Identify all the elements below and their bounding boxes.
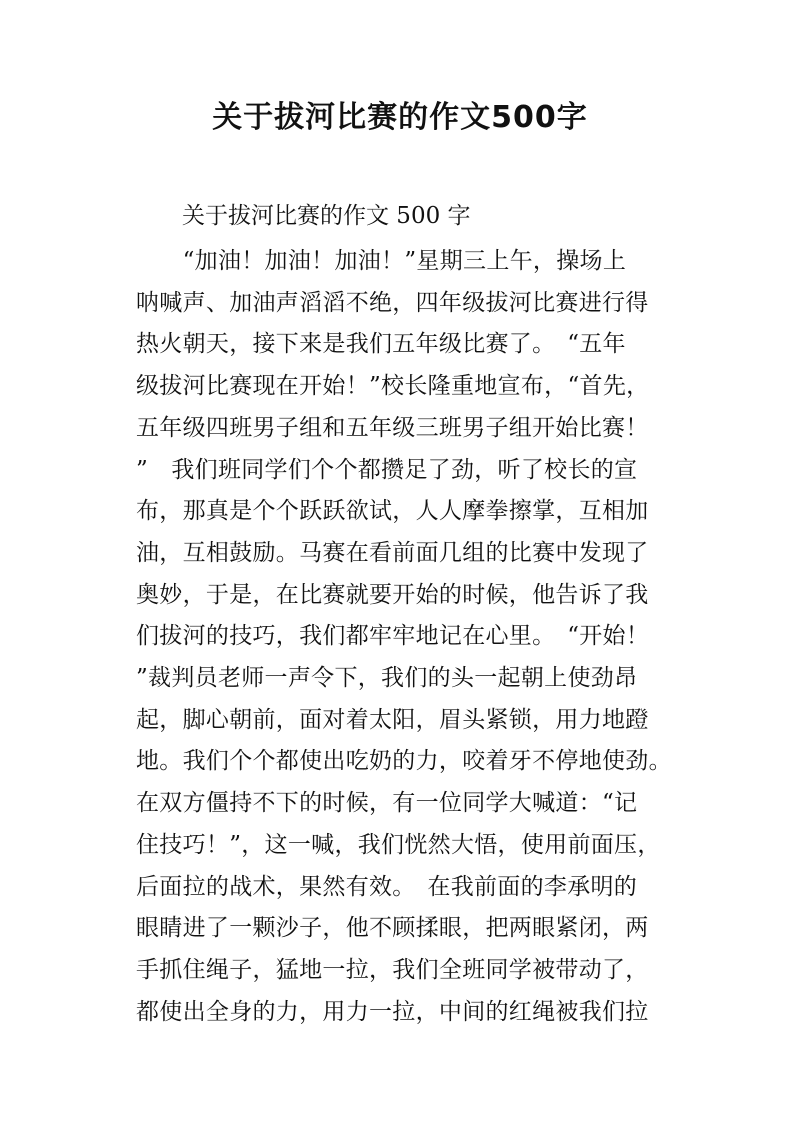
body-line: 起，脚心朝前，面对着太阳，眉头紧锁，用力地蹬 <box>136 706 649 733</box>
document-subtitle: 关于拔河比赛的作文 500 字 <box>182 203 471 229</box>
document-title: 关于拔河比赛的作文500字 <box>212 100 588 135</box>
body-line: ” 我们班同学们个个都攒足了劲，听了校长的宣 <box>136 456 638 483</box>
body-line: 地。我们个个都使出吃奶的力，咬着牙不停地使劲。 <box>136 748 672 775</box>
document-body <box>136 241 676 1033</box>
body-line: 奥妙，于是，在比赛就要开始的时候，他告诉了我 <box>136 581 649 608</box>
body-line: 布，那真是个个跃跃欲试，人人摩拳擦掌，互相加 <box>136 498 649 525</box>
body-line: 都使出全身的力，用力一拉，中间的红绳被我们拉 <box>136 998 649 1025</box>
body-line: 五年级四班男子组和五年级三班男子组开始比赛！ <box>136 414 649 441</box>
body-line: 住技巧！”，这一喊，我们恍然大悟，使用前面压， <box>136 831 661 858</box>
body-line: 手抓住绳子，猛地一拉，我们全班同学被带动了， <box>136 956 649 983</box>
body-line: “加油！加油！加油！”星期三上午，操场上 <box>136 248 627 274</box>
body-line: 在双方僵持不下的时候，有一位同学大喊道：“记 <box>136 790 638 817</box>
body-line: 油，互相鼓励。马赛在看前面几组的比赛中发现了 <box>136 539 649 566</box>
body-line: 们拔河的技巧，我们都牢牢地记在心里。 “开始！ <box>136 623 650 650</box>
body-line: 级拔河比赛现在开始！”校长隆重地宣布，“首先， <box>136 373 650 400</box>
body-line: 热火朝天，接下来是我们五年级比赛了。 “五年 <box>136 331 626 358</box>
body-line: 呐喊声、加油声滔滔不绝，四年级拔河比赛进行得 <box>136 289 649 316</box>
body-line: 眼睛进了一颗沙子，他不顾揉眼，把两眼紧闭，两 <box>136 915 649 942</box>
body-line: 后面拉的战术，果然有效。 在我前面的李承明的 <box>136 873 638 900</box>
body-line: ”裁判员老师一声令下，我们的头一起朝上使劲昂 <box>136 665 638 692</box>
